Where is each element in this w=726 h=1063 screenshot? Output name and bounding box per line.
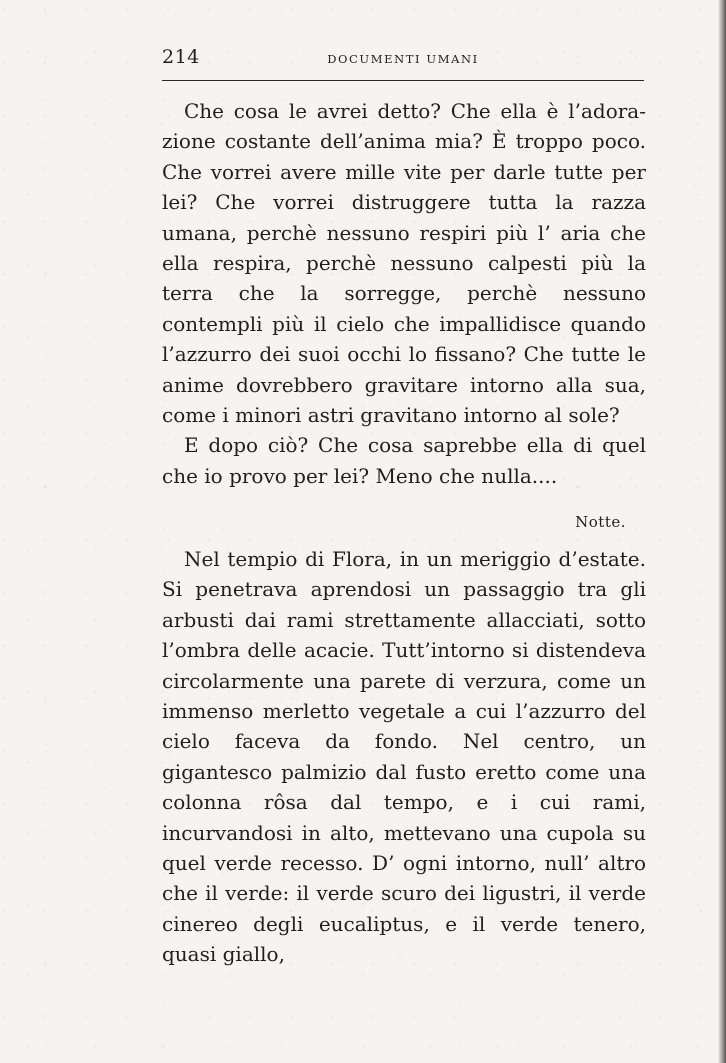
paragraph: Nel tempio di Flora, in un meriggio d’estate. Si penetrava aprendosi un passaggio tra gli arbusti dai rami strettamente allacciati, sotto l’ombra delle acacie. Tutt’intorno si distendeva circolarmente una parete di verzura, come un immenso merletto vegetale a cui l’azzurro del cielo faceva da fondo. Nel centro, un gigantesco palmizio dal fusto eretto come una colonna rôsa dal tempo, e i cui rami, incurvandosi in alto, mettevano una cupola su quel verde recesso. D’ ogni intorno, null’ altro che il verde: il verde scuro dei ligustri, il verde cinereo degli eucaliptus, e il verde tenero, quasi giallo, (162, 547, 646, 967)
page-number: 214 (162, 46, 200, 68)
paragraph: Che cosa le avrei detto? Che ella è l’adorazione costante dell’anima mia? È troppo poco. Che vorrei avere mille vite per darle tutte per lei? Che vorrei distruggere tutta la razza umana, perchè nessuno respiri più l’ aria che ella respira, perchè nessuno calpesti più la terra che la sorregge, perchè nessuno contempli più il cielo che impallidisce quando l’azzurro dei suoi occhi lo fissano? Che tutte le anime dovrebbero gravitare intorno alla sua, come i minori astri gravitano intorno al sole? (162, 99, 646, 428)
page-edge-shadow (718, 0, 726, 1063)
paragraph: E dopo ciò? Che cosa saprebbe ella di quel che io provo per lei? Meno che nulla.... (162, 433, 646, 488)
header-rule (162, 80, 644, 81)
page-header (162, 46, 644, 76)
section-signoff: Notte. (575, 513, 626, 531)
running-title: DOCUMENTI UMANI (327, 52, 479, 66)
text-block-lower (162, 544, 646, 970)
text-block-upper (162, 96, 646, 491)
